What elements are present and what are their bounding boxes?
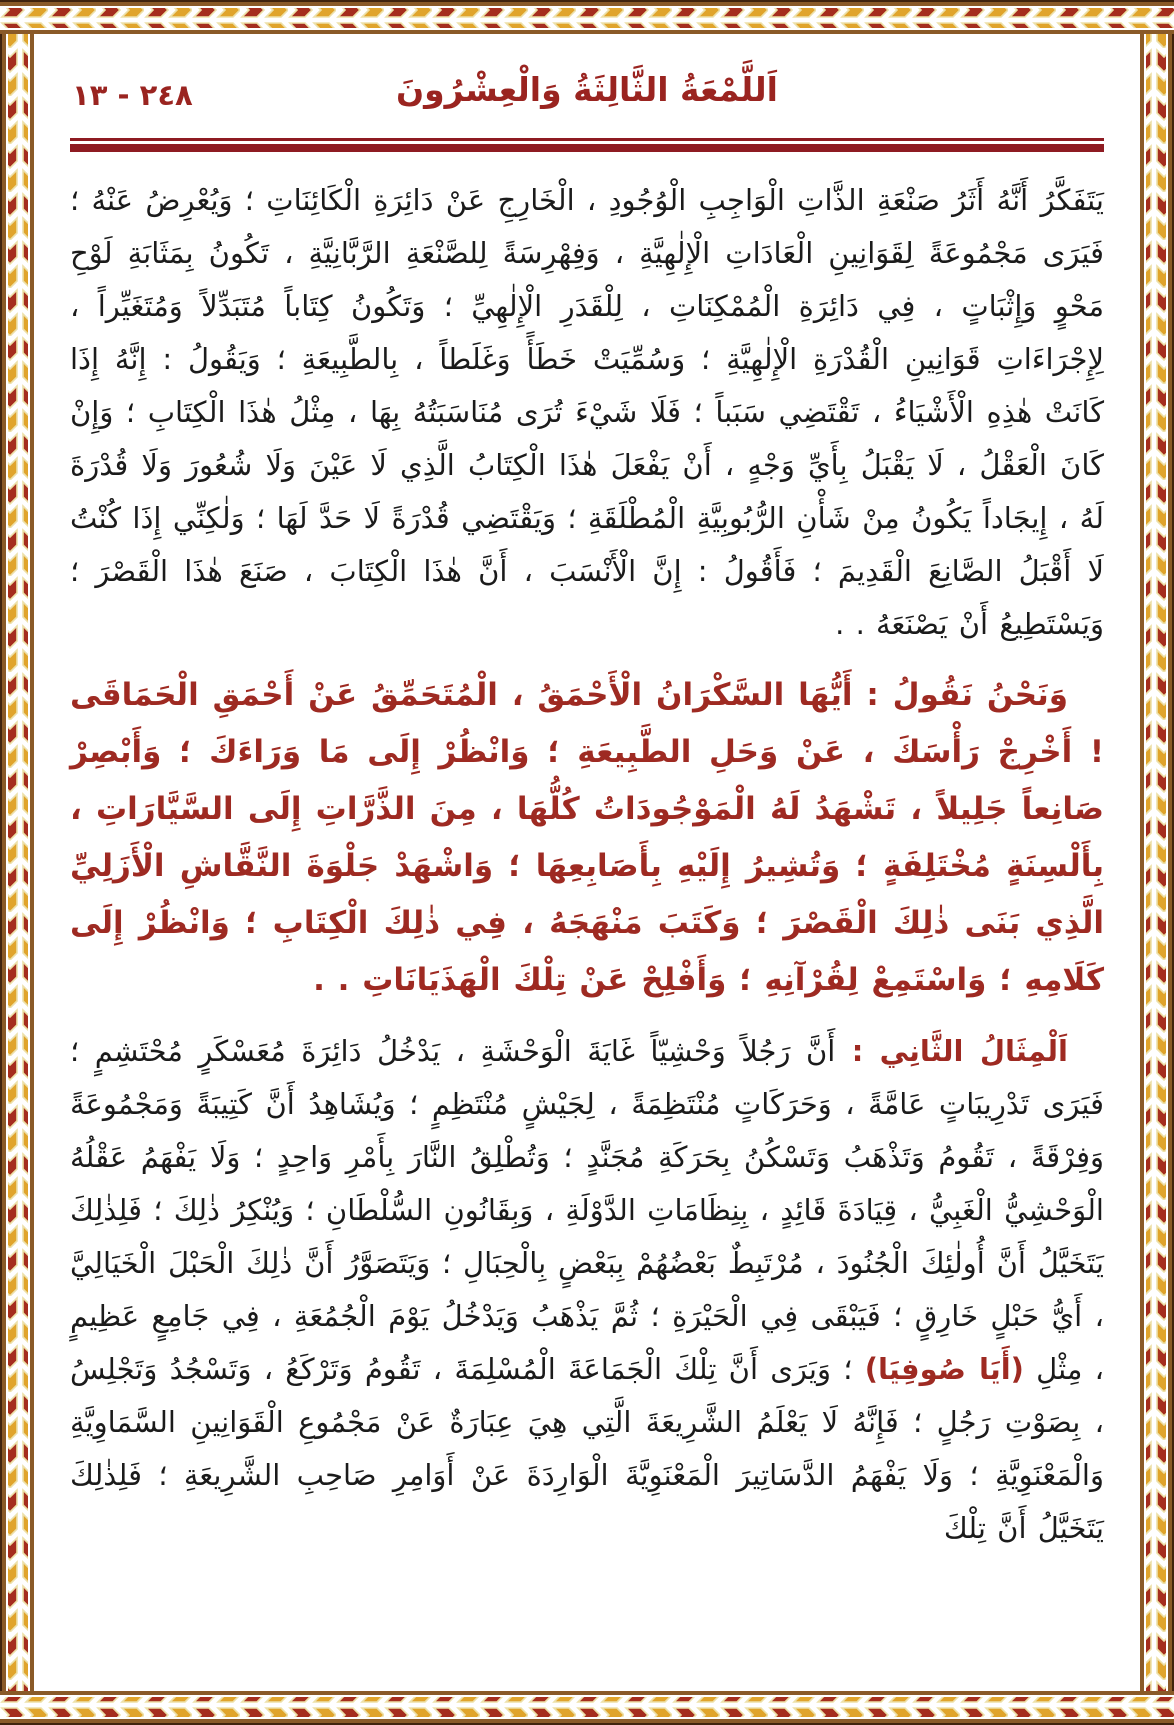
ornamental-border-bottom	[0, 1691, 1174, 1725]
page-number: ٢٤٨ - ١٣	[72, 78, 193, 112]
second-example-paragraph-segment: ؛ وَيَرَى أَنَّ تِلْكَ الْجَمَاعَةَ الْمُسْلِمَةَ ، تَقُومُ وَتَرْكَعُ ، وَتَسْجُدُ وَتَجْلِسُ ، بِصَوْتِ رَجُلٍ ؛ فَإِنَّهُ لَا يَعْلَمُ الشَّرِيعَةَ الَّتِي هِيَ عِبَارَةٌ عَنْ مَجْمُوعِ الْقَوَانِينِ السَّمَاوِيَّةِ وَالْمَعْنَوِيَّةِ ؛ وَلَا يَفْهَمُ الدَّسَاتِيرَ الْمَعْنَوِيَّةَ الْوَارِدَةَ عَنْ أَوَامِرِ صَاحِبِ الشَّرِيعَةِ ؛ فَلِذٰلِكَ يَتَخَيَّلُ أَنَّ تِلْكَ	[70, 1352, 1104, 1545]
content-area	[34, 34, 1140, 1691]
header-divider-thick	[70, 144, 1104, 152]
page-title: اَللَّمْعَةُ الثَّالِثَةُ وَالْعِشْرُونَ	[396, 70, 778, 109]
opening-paragraph	[70, 174, 1104, 651]
second-example-paragraph	[70, 1025, 1104, 1555]
second-example-paragraph-segment: أَنَّ رَجُلاً وَحْشِيّاً غَايَةَ الْوَحْشَةِ ، يَدْخُلُ دَائِرَةَ مُعَسْكَرٍ مُحْتَشِمٍ ؛ فَيَرَى تَدْرِيبَاتٍ عَامَّةً ، وَحَرَكَاتٍ مُنْتَظِمَةً ، لِجَيْشٍ مُنْتَظِمٍ ؛ وَيُشَاهِدُ أَنَّ كَتِيبَةً وَمَجْمُوعَةً وَفِرْقَةً ، تَقُومُ وَتَذْهَبُ وَتَسْكُنُ بِحَرَكَةِ مُجَنَّدٍ ؛ وَتُطْلِقُ النَّارَ بِأَمْرِ وَاحِدٍ ؛ وَلَا يَفْهَمُ عَقْلُهُ الْوَحْشِيُّ الْغَبِيُّ ، قِيَادَةَ قَائِدٍ ، بِنِظَامَاتِ الدَّوْلَةِ ، وَبِقَانُونِ السُّلْطَانِ ؛ وَيُنْكِرُ ذٰلِكَ ؛ فَلِذٰلِكَ يَتَخَيَّلُ أَنَّ أُولٰئِكَ الْجُنُودَ ، مُرْتَبِطٌ بَعْضُهُمْ بِبَعْضٍ بِالْحِبَالِ ؛ وَيَتَصَوَّرُ أَنَّ ذٰلِكَ الْحَبْلَ الْخَيَالِيَّ ، أَيُّ حَبْلٍ خَارِقٍ ؛ فَيَبْقَى فِي الْحَيْرَةِ ؛ ثُمَّ يَذْهَبُ وَيَدْخُلُ يَوْمَ الْجُمُعَةِ ، فِي جَامِعٍ عَظِيمٍ ، مِثْلِ	[70, 1034, 1105, 1386]
second-example-paragraph-segment: اَلْمِثَالُ الثَّانِي :	[835, 1034, 1068, 1068]
opening-paragraph-segment: يَتَفَكَّرُ أَنَّهُ أَثَرُ صَنْعَةِ الذَّاتِ الْوَاجِبِ الْوُجُودِ ، الْخَارِجِ عَنْ دَائِرَةِ الْكَائِنَاتِ ؛ وَيُعْرِضُ عَنْهُ ؛ فَيَرَى مَجْمُوعَةً لِقَوَانِينِ الْعَادَاتِ الْإِلٰهِيَّةِ ، وَفِهْرِسَةً لِلصَّنْعَةِ الرَّبَّانِيَّةِ ، تَكُونُ بِمَثَابَةِ لَوْحِ مَحْوٍ وَإِثْبَاتٍ ، فِي دَائِرَةِ الْمُمْكِنَاتِ ، لِلْقَدَرِ الْإِلٰهِيِّ ؛ وَتَكُونُ كِتَاباً مُتَبَدِّلاً وَمُتَغَيِّراً ، لِإِجْرَاءَاتِ قَوَانِينِ الْقُدْرَةِ الْإِلٰهِيَّةِ ؛ وَسُمِّيَتْ خَطَأً وَغَلَطاً ، بِالطَّبِيعَةِ ؛ وَيَقُولُ : إِنَّهُ إِذَا كَانَتْ هٰذِهِ الْأَشْيَاءُ ، تَقْتَضِي سَبَباً ؛ فَلَا شَيْءَ تُرَى مُنَاسَبَتُهُ بِهَا ، مِثْلُ هٰذَا الْكِتَابِ ؛ وَإِنْ كَانَ الْعَقْلُ ، لَا يَقْبَلُ بِأَيِّ وَجْهٍ ، أَنْ يَفْعَلَ هٰذَا الْكِتَابُ الَّذِي لَا عَيْنَ وَلَا شُعُورَ وَلَا قُدْرَةَ لَهُ ، إِيجَاداً يَكُونُ مِنْ شَأْنِ الرُّبُوبِيَّةِ الْمُطْلَقَةِ ؛ وَيَقْتَضِي قُدْرَةً لَا حَدَّ لَهَا ؛ وَلٰكِنِّي إِذَا كُنْتُ لَا أَقْبَلُ الصَّانِعَ الْقَدِيمَ ؛ فَأَقُولُ : إِنَّ الْأَنْسَبَ ، أَنَّ هٰذَا الْكِتَابَ ، صَنَعَ هٰذَا الْقَصْرَ ؛ وَيَسْتَطِيعُ أَنْ يَصْنَعَهُ . .	[70, 183, 1104, 641]
ornamental-border-right	[1140, 0, 1174, 1725]
body	[70, 174, 1104, 1555]
nature-rebuke-paragraph-segment: وَنَحْنُ نَقُولُ : أَيُّهَا السَّكْرَانُ الْأَحْمَقُ ، الْمُتَحَمِّقُ عَنْ أَحْمَقِ الْحَمَاقَى ! أَخْرِجْ رَأْسَكَ ، عَنْ وَحَلِ الطَّبِيعَةِ ؛ وَانْظُرْ إِلَى مَا وَرَاءَكَ ؛ وَأَبْصِرْ صَانِعاً جَلِيلاً ، تَشْهَدُ لَهُ الْمَوْجُودَاتُ كُلُّهَا ، مِنَ الذَّرَّاتِ إِلَى السَّيَّارَاتِ ، بِأَلْسِنَةٍ مُخْتَلِفَةٍ ؛ وَتُشِيرُ إِلَيْهِ بِأَصَابِعِهَا ؛ وَاشْهَدْ جَلْوَةَ النَّقَّاشِ الْأَزَلِيِّ الَّذِي بَنَى ذٰلِكَ الْقَصْرَ ؛ وَكَتَبَ مَنْهَجَهُ ، فِي ذٰلِكَ الْكِتَابِ ؛ وَانْظُرْ إِلَى كَلَامِهِ ؛ وَاسْتَمِعْ لِقُرْآنِهِ ؛ وَأَفْلِحْ عَنْ تِلْكَ الْهَذَيَانَاتِ . .	[70, 677, 1104, 998]
second-example-paragraph-segment: (أَيَا صُوفِيَا)	[864, 1352, 1024, 1386]
nature-rebuke-paragraph	[70, 667, 1104, 1009]
ornamental-border-left	[0, 0, 34, 1725]
header-divider-thin	[70, 138, 1104, 141]
ornamental-border-top	[0, 0, 1174, 34]
page-header	[70, 56, 1104, 130]
